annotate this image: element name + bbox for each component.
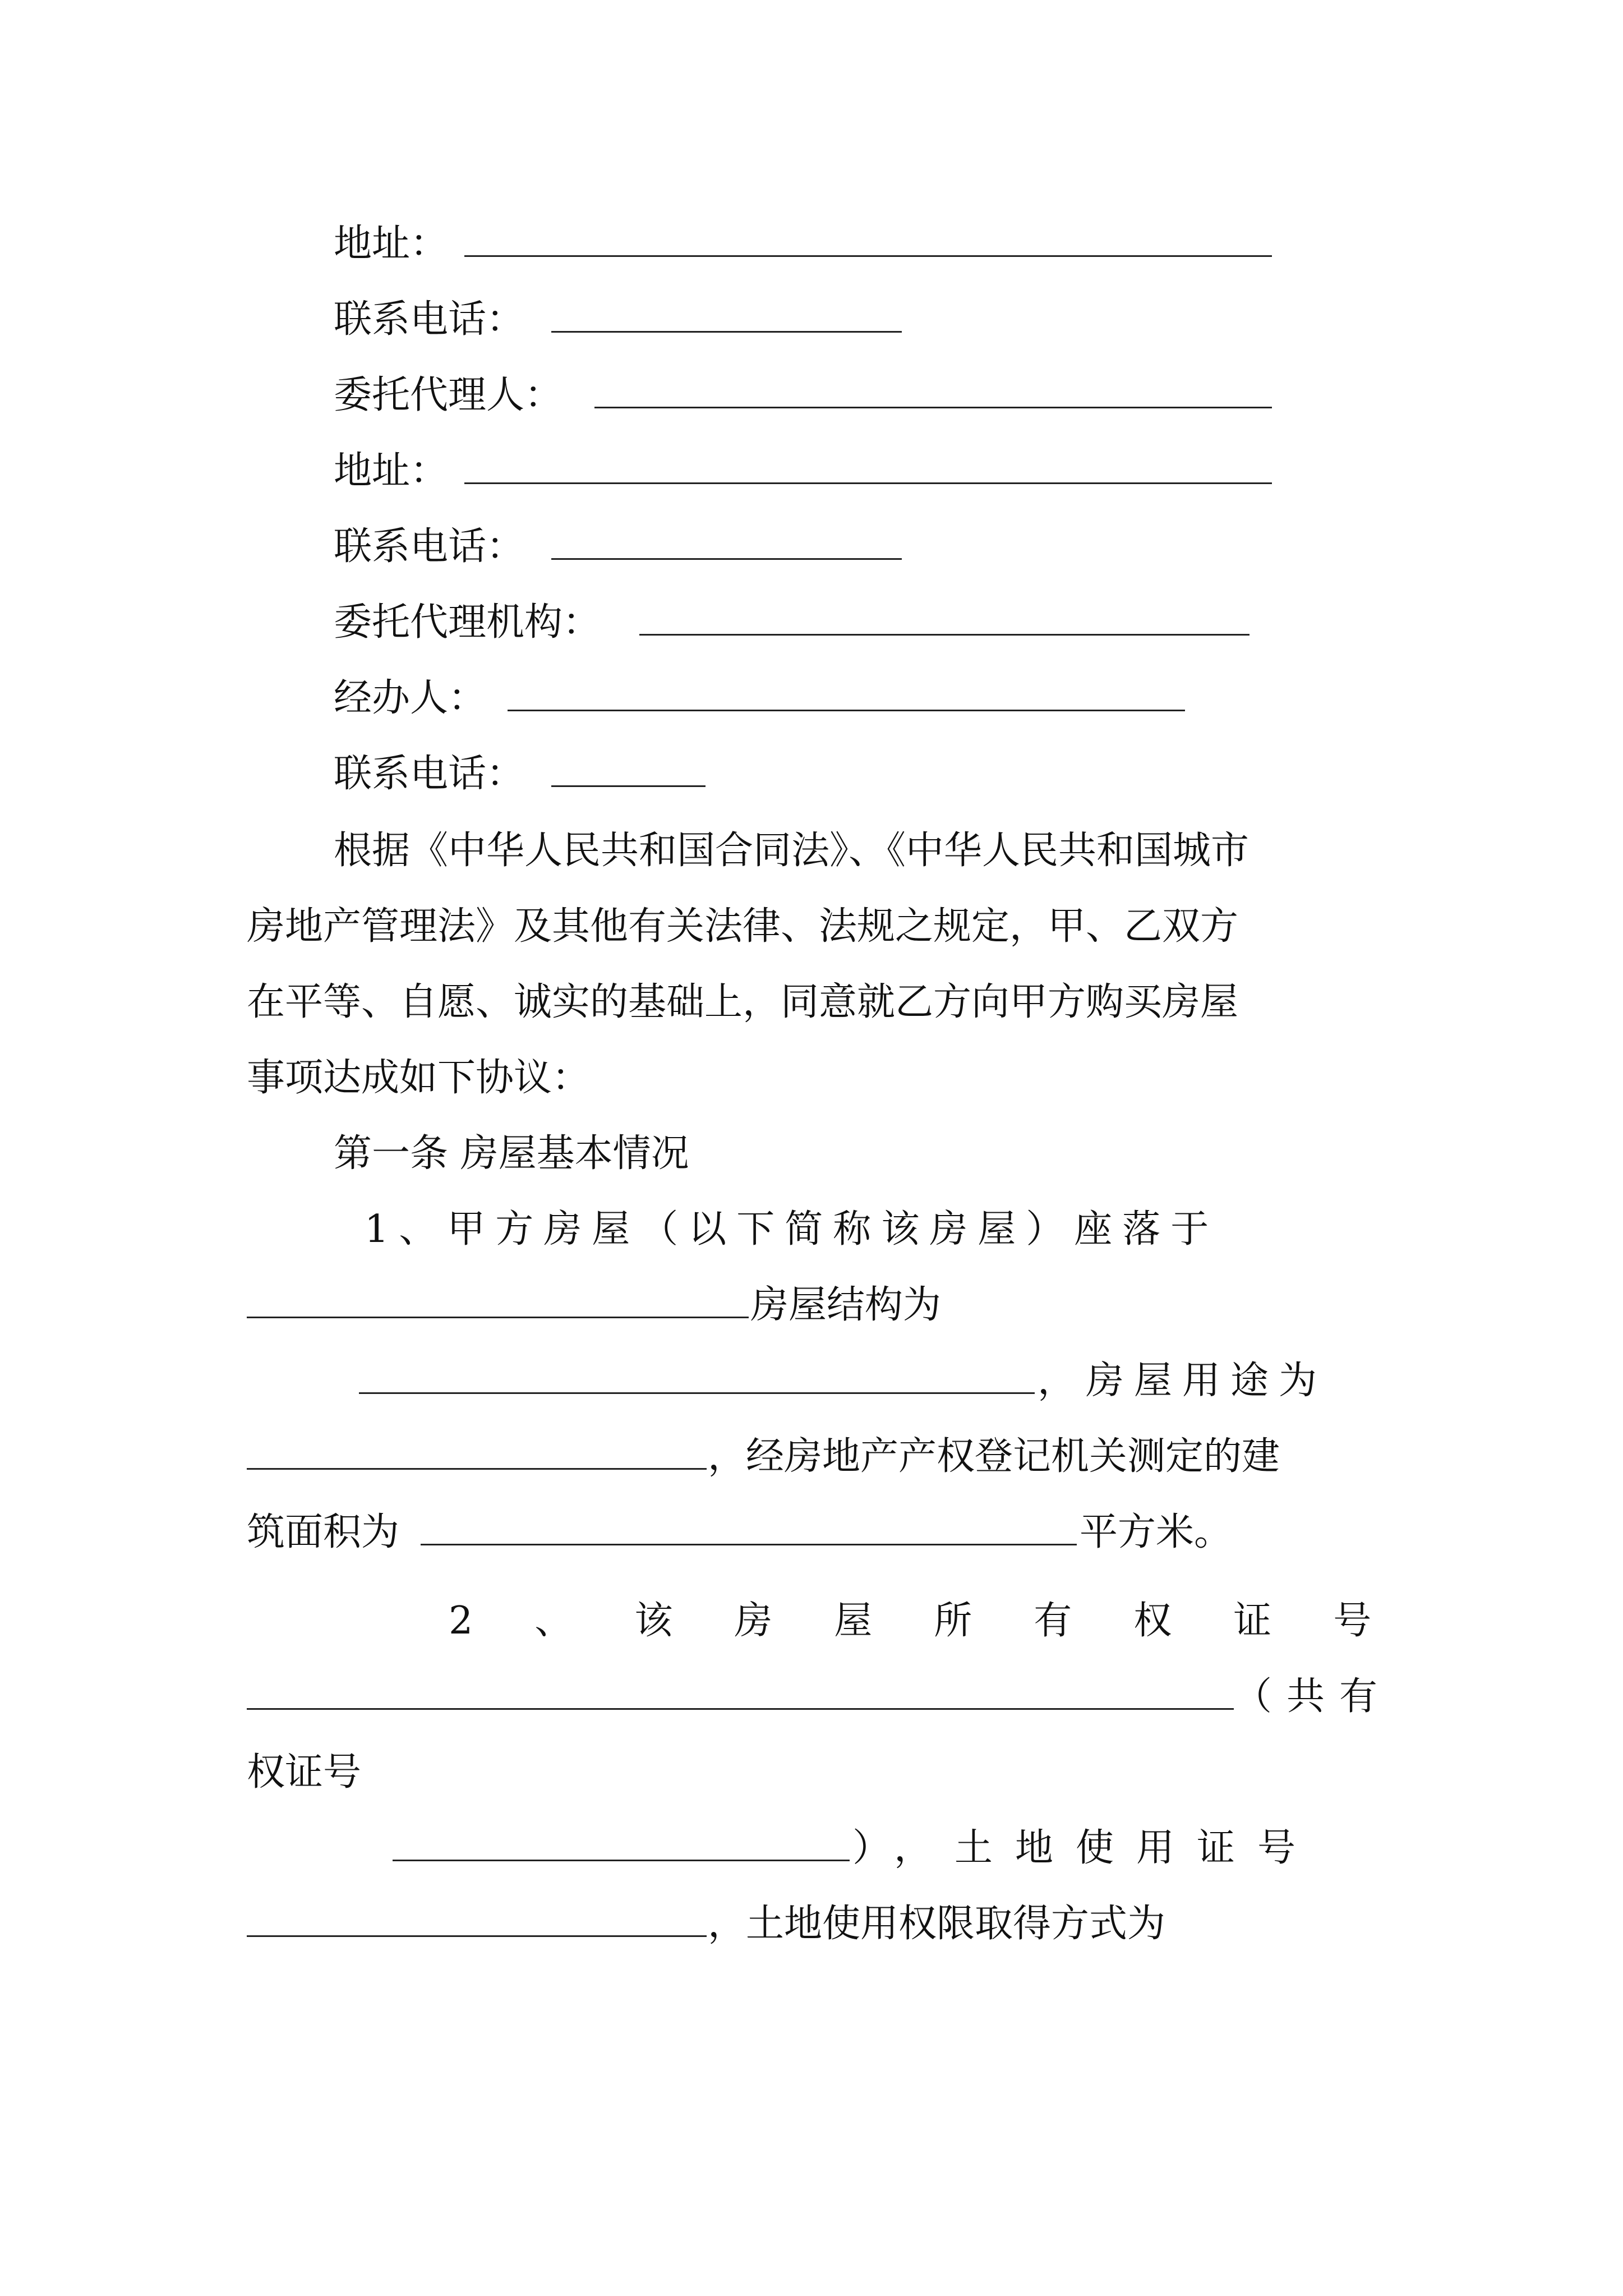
address-line-1 [0, 216, 1623, 272]
handler-blank[interactable] [508, 710, 1185, 711]
clause-1-line-3 [0, 1353, 1623, 1409]
co-own-open: （共有 [1234, 1674, 1393, 1719]
preamble-text: 事项达成如下协议： [247, 1056, 591, 1100]
land-method-label: ，土地使用权限取得方式为 [708, 1902, 1166, 1946]
clause-1-line-5 [0, 1504, 1623, 1561]
co-own-close: ），土地使用证号 [852, 1826, 1318, 1870]
phone-label: 联系电话： [334, 752, 525, 796]
preamble-line-2 [0, 899, 1623, 955]
preamble-line-3 [0, 974, 1623, 1030]
use-blank[interactable] [247, 1468, 707, 1470]
address-line-2 [0, 443, 1623, 499]
address-blank[interactable] [464, 482, 1272, 484]
use-label: ，房屋用途为 [1038, 1359, 1327, 1403]
clause-2-line-2 [0, 1669, 1623, 1725]
agent-blank[interactable] [594, 407, 1272, 408]
agency-line [0, 595, 1623, 651]
clause-1-line-2 [0, 1277, 1623, 1333]
co-own-blank[interactable] [393, 1860, 850, 1861]
area-blank[interactable] [421, 1544, 1077, 1545]
structure-blank[interactable] [359, 1392, 1035, 1394]
phone-line-3 [0, 746, 1623, 802]
phone-blank[interactable] [551, 558, 902, 560]
location-blank[interactable] [247, 1317, 749, 1318]
area-intro: ，经房地产产权登记机关测定的建 [708, 1434, 1280, 1479]
handler-label: 经办人： [334, 676, 487, 720]
phone-line-2 [0, 519, 1623, 575]
area-label: 筑面积为 [247, 1510, 400, 1554]
address-blank[interactable] [464, 255, 1272, 257]
address-label: 地址： [334, 222, 449, 266]
phone-blank[interactable] [551, 331, 902, 333]
preamble-text: 房地产管理法》及其他有关法律、法规之规定，甲、乙双方 [247, 904, 1239, 949]
clause-1-line-4 [0, 1429, 1623, 1485]
article-title-line [0, 1126, 1623, 1182]
structure-label: 房屋结构为 [750, 1283, 942, 1327]
article-title: 第一条 房屋基本情况 [334, 1131, 689, 1176]
clause-2-prefix: 2、该房屋所有权证号 [449, 1599, 1433, 1643]
clause-2-line-1 [0, 1593, 1623, 1649]
clause-1-line-1 [0, 1202, 1623, 1258]
land-cert-blank[interactable] [247, 1935, 707, 1937]
agent-label: 委托代理人： [334, 373, 563, 417]
preamble-text: 在平等、自愿、诚实的基础上，同意就乙方向甲方购买房屋 [247, 980, 1239, 1024]
ownership-cert-blank[interactable] [247, 1708, 1234, 1710]
phone-label: 联系电话： [334, 297, 525, 342]
preamble-line-1 [0, 823, 1623, 879]
agent-line [0, 367, 1623, 424]
preamble-text: 根据《中华人民共和国合同法》、《中华人民共和国城市 [334, 829, 1249, 873]
clause-2-line-5 [0, 1896, 1623, 1952]
handler-line [0, 670, 1623, 726]
address-label: 地址： [334, 449, 449, 493]
area-unit: 平方米。 [1080, 1510, 1233, 1554]
clause-2-line-3 [0, 1745, 1623, 1801]
clause-1-prefix: 1、甲方房屋（以下简称该房屋）座落于 [365, 1207, 1219, 1251]
co-own-label: 权证号 [247, 1750, 362, 1795]
agency-label: 委托代理机构： [334, 600, 601, 645]
phone-label: 联系电话： [334, 524, 525, 569]
phone-blank[interactable] [551, 785, 706, 787]
preamble-line-4 [0, 1050, 1623, 1106]
agency-blank[interactable] [639, 634, 1249, 636]
clause-2-line-4 [0, 1820, 1623, 1876]
phone-line-1 [0, 292, 1623, 348]
